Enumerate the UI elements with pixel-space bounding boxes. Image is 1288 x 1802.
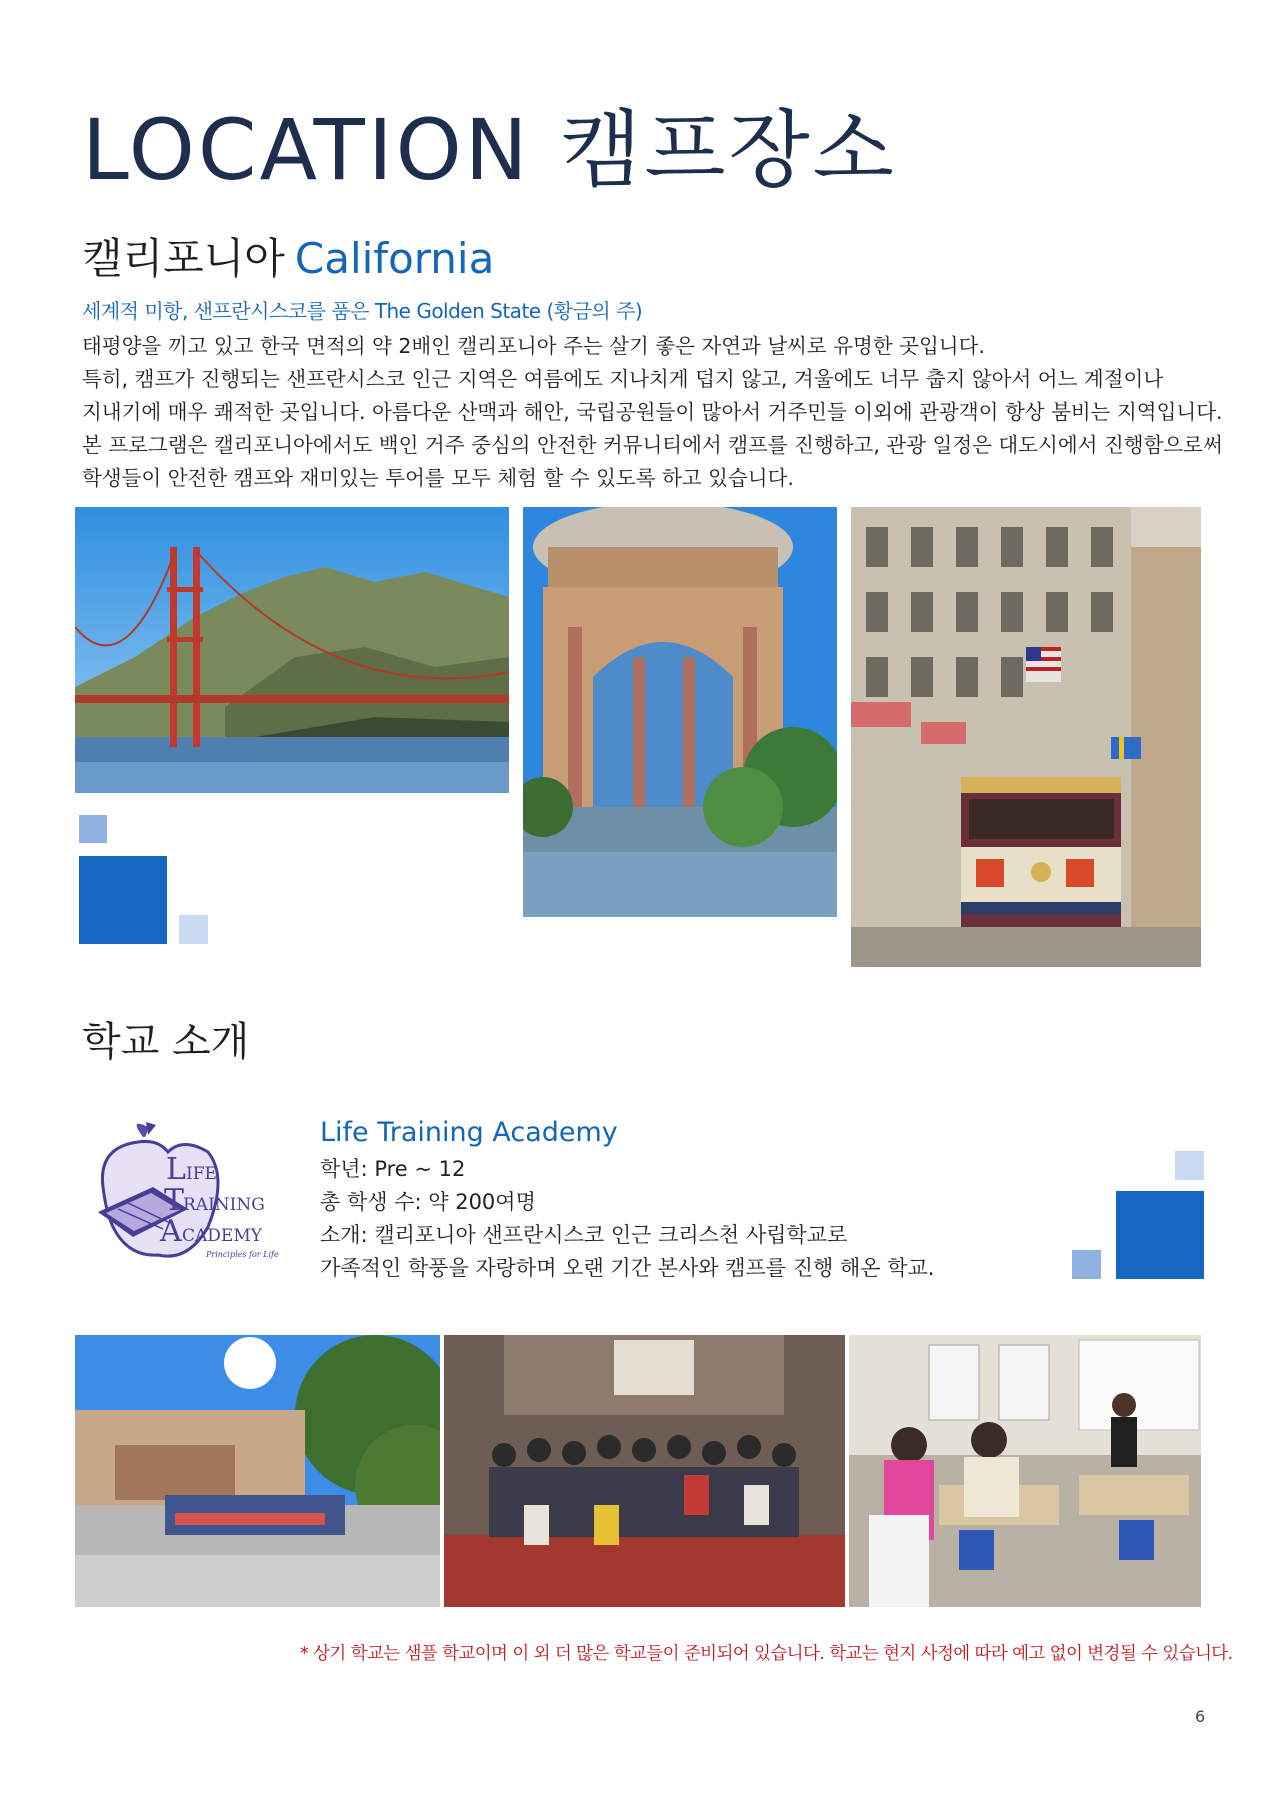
description-line: 본 프로그램은 캘리포니아에서도 백인 거주 중심의 안전한 커뮤니티에서 캠프를 진행하고, 관광 일정은 대도시에서 진행함으로써: [82, 433, 1223, 457]
school-intro: 소개: 캘리포니아 샌프란시스코 인근 크리스천 사립학교로: [320, 1223, 848, 1247]
region-name-ko: 캘리포니아: [82, 234, 285, 283]
school-student-count: 총 학생 수: 약 200여명: [320, 1190, 536, 1214]
decorative-square: [79, 856, 167, 944]
logo-letter: A: [160, 1214, 182, 1249]
region-description: [82, 330, 1223, 495]
page-title: LOCATION 캠프장소: [82, 101, 897, 199]
logo-letter: T: [164, 1183, 185, 1218]
region-subtitle: 세계적 미항, 샌프란시스코를 품은 The Golden State (황금의 주): [82, 299, 643, 323]
decorative-square: [179, 915, 208, 944]
description-line: 학생들이 안전한 캠프와 재미있는 투어를 모두 체험 할 수 있도록 하고 있습니다.: [82, 466, 794, 490]
decorative-square: [1175, 1151, 1204, 1180]
students-group-photo: [444, 1335, 845, 1607]
decorative-square: [1072, 1250, 1101, 1279]
region-name-en: California: [294, 234, 495, 283]
logo-text-academy: CADEMY: [182, 1226, 262, 1246]
life-training-academy-logo: [88, 1117, 293, 1269]
school-intro-cont: 가족적인 학풍을 자랑하며 오랜 기간 본사와 캠프를 진행 해온 학교.: [320, 1256, 935, 1280]
description-line: 지내기에 매우 쾌적한 곳입니다. 아름다운 산맥과 해안, 국립공원들이 많아서 거주민들 이외에 관광객이 항상 붐비는 지역입니다.: [82, 400, 1223, 424]
logo-tagline: Principles for Life: [206, 1250, 279, 1259]
decorative-square: [1116, 1191, 1204, 1279]
school-name: Life Training Academy: [320, 1117, 618, 1148]
description-line: 특히, 캠프가 진행되는 샌프란시스코 인근 지역은 여름에도 지나치게 덥지 않고, 겨울에도 너무 춥지 않아서 어느 계절이나: [82, 367, 1164, 391]
school-grades: 학년: Pre ~ 12: [320, 1157, 466, 1181]
logo-text-training: RAINING: [183, 1195, 265, 1215]
description-line: 태평양을 끼고 있고 한국 면적의 약 2배인 캘리포니아 주는 살기 좋은 자연과 날씨로 유명한 곳입니다.: [82, 334, 985, 358]
logo-text-life: IFE: [186, 1164, 217, 1184]
school-info: [320, 1153, 934, 1285]
palace-of-fine-arts-photo: [523, 507, 837, 917]
school-campus-photo: [75, 1335, 440, 1607]
cable-car-street-photo: [851, 507, 1201, 967]
school-notice: * 상기 학교는 샘플 학교이며 이 외 더 많은 학교들이 준비되어 있습니다. 학교는 현지 사정에 따라 예고 없이 변경될 수 있습니다.: [300, 1644, 1233, 1664]
logo-letter: L: [166, 1152, 186, 1187]
golden-gate-bridge-photo: [75, 507, 509, 793]
page-number: 6: [1195, 1707, 1206, 1726]
classroom-photo: [849, 1335, 1201, 1607]
school-section-heading: 학교 소개: [82, 1019, 250, 1065]
decorative-square: [79, 815, 107, 843]
region-heading: [82, 234, 495, 283]
